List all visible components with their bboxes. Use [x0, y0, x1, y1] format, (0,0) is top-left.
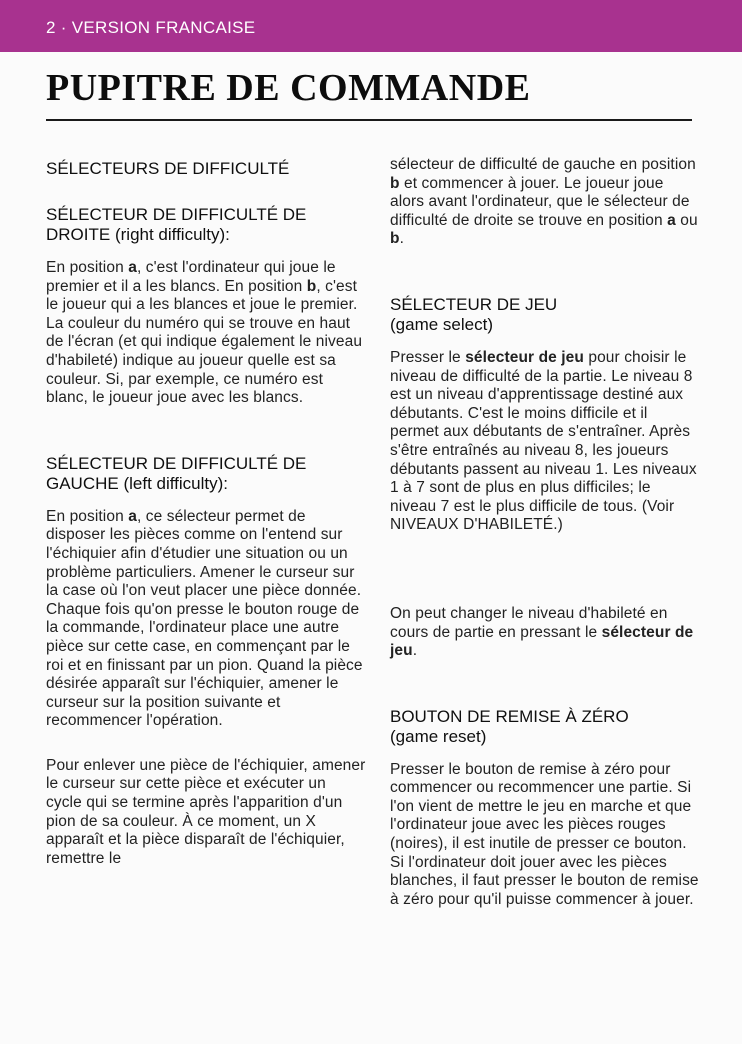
- left-difficulty-heading: [46, 454, 366, 494]
- continued-paragraph: sélecteur de difficulté de gauche en position b et commencer à jouer. Le joueur joue alors avant l'ordinateur, que le sélecteur de difficulté de droite se trouve en position a ou b.: [390, 156, 698, 248]
- right-difficulty-heading: [46, 205, 366, 245]
- position-a-label: a: [128, 259, 137, 276]
- game-reset-heading-en: (game reset): [390, 726, 487, 746]
- right-difficulty-heading-fr: SÉLECTEUR DE DIFFICULTÉ DE DROITE: [46, 205, 307, 244]
- position-b-label: b: [306, 277, 317, 295]
- game-select-heading-fr: SÉLECTEUR DE JEU: [390, 294, 558, 314]
- right-difficulty-paragraph: En position a, c'est l'ordinateur qui joue le premier et il a les blancs. En position b, c'est le joueur qui a les blances et joue le premier. La couleur du numéro qui se trouve en haut de l'écran (et qui indique également le niveau d'habileté) indique au joueur quelle est sa couleur. Si, par exemple, ce numéro est blanc, le joueur joue avec les blancs.: [46, 259, 363, 407]
- game-select-heading: [390, 295, 700, 335]
- game-reset-heading-fr: BOUTON DE REMISE À ZÉRO: [390, 706, 629, 726]
- game-select-paragraph-2: On peut changer le niveau d'habileté en cours de partie en pressant le sélecteur de jeu.: [390, 604, 694, 660]
- banner-text: 2 · VERSION FRANCAISE: [46, 18, 256, 37]
- game-select-heading-en: (game select): [390, 314, 493, 334]
- header-banner: [0, 0, 742, 52]
- game-select-bold: sélecteur de jeu: [465, 348, 584, 366]
- game-select-section: [390, 295, 700, 661]
- game-reset-heading: [390, 707, 700, 747]
- left-difficulty-section: [46, 454, 366, 869]
- section-title-difficulty: SÉLECTEURS DE DIFFICULTÉ: [46, 159, 290, 178]
- position-a-label: a: [128, 507, 137, 525]
- title-rule: [46, 119, 692, 121]
- page-title: PUPITRE DE COMMANDE: [46, 67, 531, 109]
- right-difficulty-heading-en: (right difficulty):: [114, 225, 230, 244]
- left-column: [46, 158, 366, 868]
- game-reset-paragraph: Presser le bouton de remise à zéro pour commencer ou recommencer une partie. Si l'on vient de mettre le jeu en marche et que l'ordinateur joue avec les pièces rouges (noires), il est inutile de presser ce bouton. Si l'ordinateur doit jouer avec les pièces blanches, il faut presser le bouton de remise à zéro pour qu'il puisse commencer à jouer.: [390, 760, 699, 908]
- left-difficulty-paragraph-2: Pour enlever une pièce de l'échiquier, amener le curseur sur cette pièce et exécuter un cycle qui se termine après l'apparition d'un pion de sa couleur. À ce moment, un X apparaît et la pièce disparaît de l'échiquier, remettre le: [46, 756, 366, 867]
- left-difficulty-heading-en: (left difficulty):: [123, 473, 229, 493]
- game-select-bold: sélecteur de jeu: [390, 623, 694, 660]
- game-reset-section: [390, 707, 700, 910]
- position-a-label: a: [667, 211, 676, 229]
- right-column: [390, 156, 700, 909]
- position-b-label: b: [390, 230, 400, 248]
- right-difficulty-section: [46, 205, 366, 408]
- left-difficulty-paragraph-1: En position a, ce sélecteur permet de disposer les pièces comme on l'entend sur l'échiquier afin d'étudier une situation ou un problème particuliers. Amener le curseur sur la case où l'on veut placer une pièce donnée. Chaque fois qu'on presse le bouton rouge de la commande, l'ordinateur place une autre pièce sur cette case, en commençant par le roi et en finissant par un pion. Quand la pièce désirée apparaît sur l'échiquier, amener le curseur sur la position suivante et recommencer l'opération.: [46, 507, 363, 730]
- game-select-paragraph-1: Presser le sélecteur de jeu pour choisir le niveau de difficulté de la partie. Le niveau 8 est un niveau d'apprentissage destiné aux débutants. C'est le moins difficile et il permet aux débutants de s'entraîner. Après s'être entraînés au niveau 8, les joueurs débutants passent au niveau 1. Les niveaux 1 à 7 sont de plus en plus difficiles; le niveau 7 est le plus difficile de tous. (Voir NIVEAUX D'HABILETÉ.): [390, 348, 697, 534]
- left-difficulty-heading-fr: SÉLECTEUR DE DIFFICULTÉ DE GAUCHE: [46, 453, 307, 493]
- position-b-label: b: [390, 174, 400, 192]
